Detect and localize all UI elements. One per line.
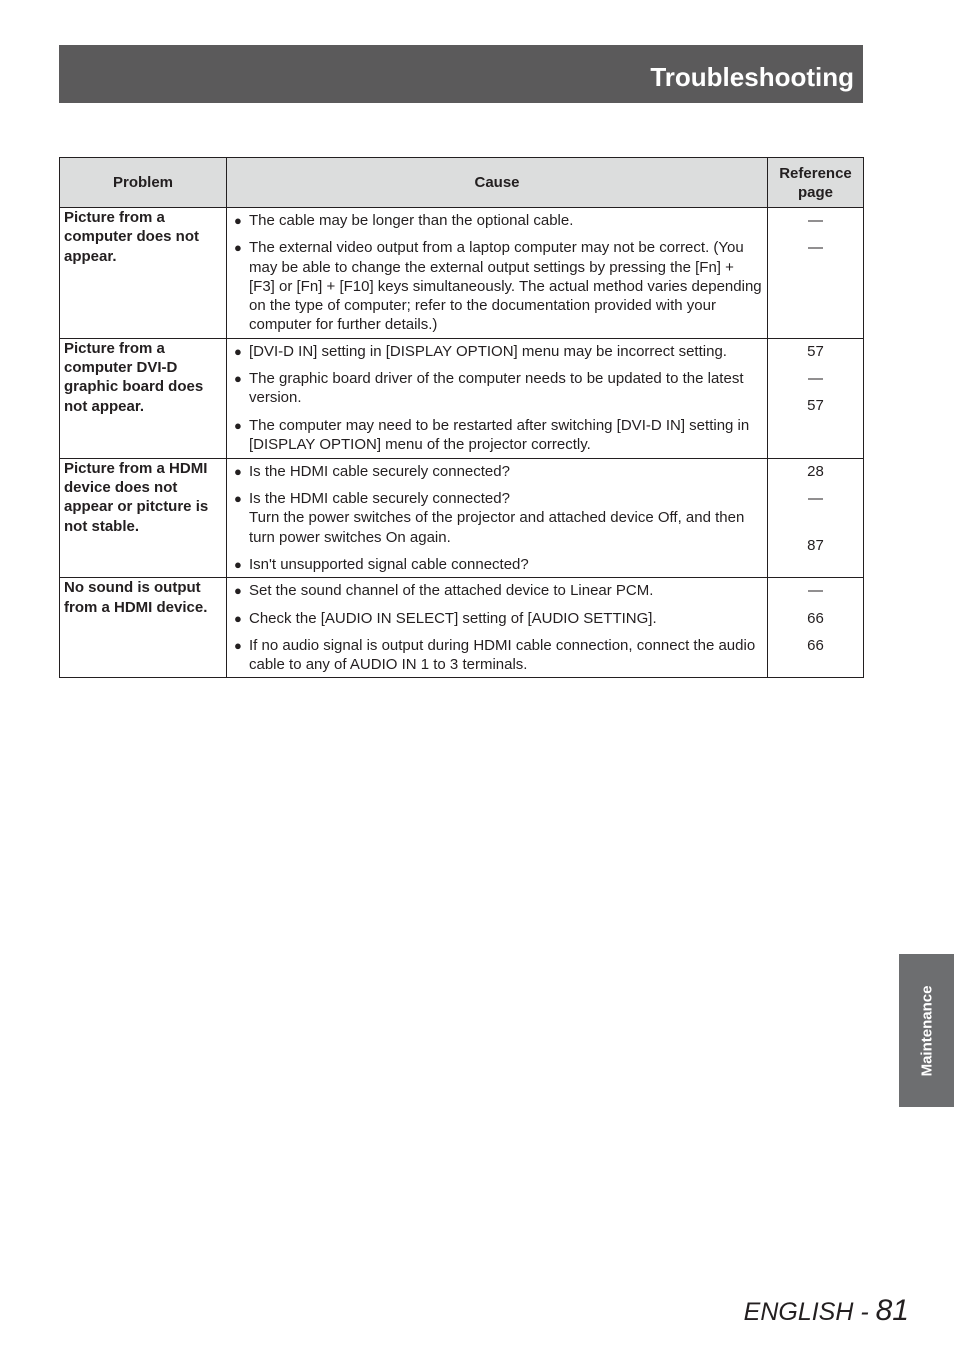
page-footer (744, 1296, 909, 1326)
reference-page: — (808, 370, 823, 388)
reference-page: — (808, 582, 823, 600)
cause-item (234, 609, 763, 628)
column-header-cause: Cause (227, 158, 768, 208)
table-header-row (60, 158, 864, 208)
problem-cell: Picture from a computer does not appear. (60, 208, 227, 339)
problem-cell: No sound is output from a HDMI device. (60, 578, 227, 678)
bullet-icon: ● (234, 610, 242, 626)
cause-cell (227, 458, 768, 577)
table-row (60, 338, 864, 458)
cause-text: Isn't unsupported signal cable connected? (249, 555, 529, 573)
troubleshooting-table (59, 157, 864, 678)
cause-item (234, 555, 763, 574)
section-tab-maintenance (899, 954, 954, 1107)
bullet-icon: ● (234, 637, 242, 653)
problem-cell: Picture from a HDMI device does not appear or pitcture is not stable. (60, 458, 227, 577)
cause-cell (227, 338, 768, 458)
cause-item (234, 581, 763, 600)
column-header-reference-page: Reference page (768, 158, 864, 208)
title-bar (59, 45, 863, 103)
cause-item (234, 489, 763, 547)
cause-item (234, 369, 763, 408)
page-title: Troubleshooting (650, 62, 854, 92)
page-number: 81 (875, 1294, 909, 1327)
table-row (60, 578, 864, 678)
footer-language: ENGLISH - (743, 1298, 876, 1326)
cause-text: Is the HDMI cable securely connected? (249, 462, 510, 480)
table-row (60, 208, 864, 339)
cause-text: [DVI-D IN] setting in [DISPLAY OPTION] menu may be incorrect setting. (249, 342, 727, 360)
cause-item (234, 238, 763, 334)
bullet-icon: ● (234, 583, 242, 599)
bullet-icon: ● (234, 371, 242, 387)
reference-cell (768, 578, 864, 678)
problem-cell: Picture from a computer DVI-D graphic board does not appear. (60, 338, 227, 458)
reference-page: — (808, 212, 823, 229)
bullet-icon: ● (234, 213, 242, 228)
cause-text: The external video output from a laptop computer may not be correct. (You may be able to change the external output settings by pressing the [Fn] + [F3] or [Fn] + [F10] keys simultaneously. The actual method varies depending on the type of computer; refer to the documentation provided with your computer for further details.) (249, 239, 762, 334)
bullet-icon: ● (234, 343, 242, 359)
cause-cell (227, 208, 768, 339)
cause-cell (227, 578, 768, 678)
reference-page: 57 (807, 342, 824, 360)
reference-page: 87 (807, 536, 824, 554)
table-row (60, 458, 864, 577)
cause-item (234, 416, 763, 455)
bullet-icon: ● (234, 556, 242, 572)
cause-text: Set the sound channel of the attached device to Linear PCM. (249, 582, 654, 600)
cause-text: Is the HDMI cable securely connected? Turn the power switches of the projector and attached device Off, and then turn power switches On again. (249, 490, 745, 546)
cause-item (234, 636, 763, 675)
cause-item (234, 211, 763, 230)
column-header-problem: Problem (60, 158, 227, 208)
bullet-icon: ● (234, 491, 242, 507)
reference-page: 66 (807, 636, 824, 654)
cause-item (234, 462, 763, 481)
cause-text: The cable may be longer than the optional cable. (249, 212, 574, 229)
cause-text: The computer may need to be restarted after switching [DVI-D IN] setting in [DISPLAY OPTION] menu of the projector correctly. (249, 416, 750, 453)
cause-text: Check the [AUDIO IN SELECT] setting of [AUDIO SETTING]. (249, 609, 657, 627)
cause-item (234, 342, 763, 361)
reference-page: 66 (807, 609, 824, 627)
reference-page: 28 (807, 462, 824, 480)
reference-cell (768, 338, 864, 458)
cause-text: If no audio signal is output during HDMI cable connection, connect the audio cable to any of AUDIO IN 1 to 3 terminals. (249, 636, 756, 674)
bullet-icon: ● (234, 417, 242, 433)
section-tab-label: Maintenance (918, 985, 935, 1076)
reference-page: 57 (807, 397, 824, 415)
cause-text: The graphic board driver of the computer needs to be updated to the latest version. (249, 370, 744, 407)
bullet-icon: ● (234, 240, 242, 256)
reference-cell (768, 458, 864, 577)
reference-cell (768, 208, 864, 339)
bullet-icon: ● (234, 463, 242, 479)
reference-page: — (808, 490, 823, 508)
reference-page: — (808, 239, 823, 257)
